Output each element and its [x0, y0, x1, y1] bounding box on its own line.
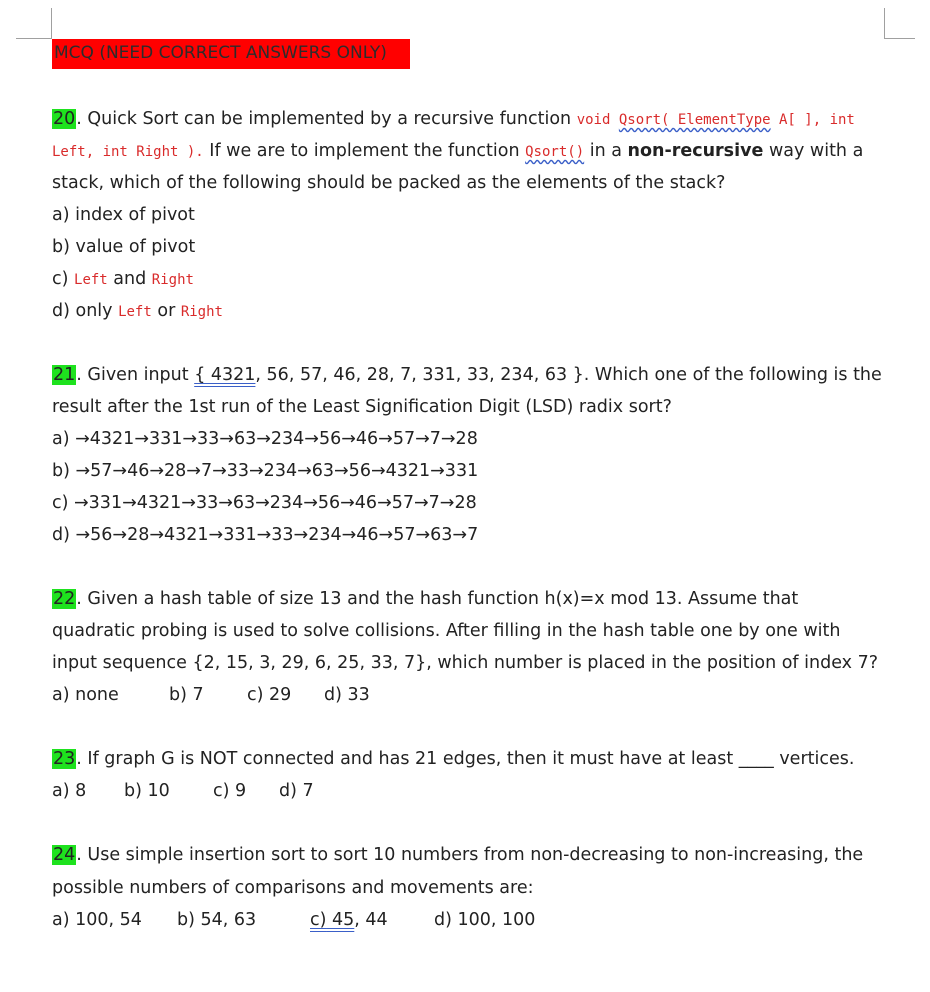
- page-corner-mark-top-left: [16, 8, 52, 39]
- q21-line-2: result after the 1st run of the Least Signification Digit (LSD) radix sort?: [52, 397, 672, 417]
- q21-line-1: 21. Given input { 4321, 56, 57, 46, 28, 7, 331, 33, 234, 63 }. Which one of the following is the: [53, 365, 882, 385]
- q24-line-1: 24. Use simple insertion sort to sort 10 numbers from non-decreasing to non-increasing, the: [53, 845, 864, 865]
- q20-line-3: stack, which of the following should be packed as the elements of the stack?: [52, 173, 726, 193]
- q22-option-d: d) 33: [324, 685, 370, 705]
- q20-line-2: Left, int Right ). If we are to implement the function Qsort() in a non-recursive way with a: [52, 141, 864, 161]
- question-number: 23: [53, 749, 76, 769]
- q20-option-a: a) index of pivot: [52, 205, 195, 225]
- q23-option-a: a) 8: [52, 781, 87, 801]
- q22-line-3: input sequence {2, 15, 3, 29, 6, 25, 33, 7}, which number is placed in the position of index 7?: [52, 653, 879, 673]
- q21-option-c: c) →331→4321→33→63→234→56→46→57→7→28: [52, 493, 477, 513]
- q20-option-b: b) value of pivot: [52, 237, 196, 257]
- q22-line-2: quadratic probing is used to solve collisions. After filling in the hash table one by one with: [52, 621, 841, 641]
- q23-option-c: c) 9: [213, 781, 247, 801]
- q22-options: [52, 684, 370, 706]
- q24-line-2: possible numbers of comparisons and movements are:: [52, 878, 534, 898]
- q22-option-b: b) 7: [169, 685, 204, 705]
- q24-option-b: b) 54, 63: [177, 910, 257, 930]
- q23-option-d: d) 7: [279, 781, 314, 801]
- q24-options: [52, 909, 535, 931]
- question-number: 22: [53, 589, 76, 609]
- q24-option-a: a) 100, 54: [52, 910, 142, 930]
- q21-option-d: d) →56→28→4321→331→33→234→46→57→63→7: [52, 525, 479, 545]
- question-number: 24: [53, 845, 76, 865]
- q24-option-c: c) 45, 44: [310, 910, 388, 930]
- q21-option-a: a) →4321→331→33→63→234→56→46→57→7→28: [52, 429, 478, 449]
- q24-option-d: d) 100, 100: [434, 910, 536, 930]
- q20-line-1: 20. Quick Sort can be implemented by a recursive function void Qsort( ElementType A[ ], int: [53, 109, 855, 129]
- q21-option-b: b) →57→46→28→7→33→234→63→56→4321→331: [52, 461, 479, 481]
- q22-line-1: 22. Given a hash table of size 13 and the hash function h(x)=x mod 13. Assume that: [53, 589, 799, 609]
- q23-option-b: b) 10: [124, 781, 170, 801]
- question-number: 20: [53, 109, 76, 129]
- question-number: 21: [53, 365, 76, 385]
- q20-option-c: c) Left and Right: [52, 269, 194, 289]
- q20-option-d: d) only Left or Right: [52, 301, 223, 321]
- q23-line-1: 23. If graph G is NOT connected and has 21 edges, then it must have at least ____ vertices.: [53, 749, 855, 769]
- q22-option-c: c) 29: [247, 685, 292, 705]
- page-corner-mark-top-right: [884, 8, 915, 39]
- q22-option-a: a) none: [52, 685, 119, 705]
- document-title: MCQ (NEED CORRECT ANSWERS ONLY): [54, 43, 387, 63]
- q23-options: [52, 780, 314, 802]
